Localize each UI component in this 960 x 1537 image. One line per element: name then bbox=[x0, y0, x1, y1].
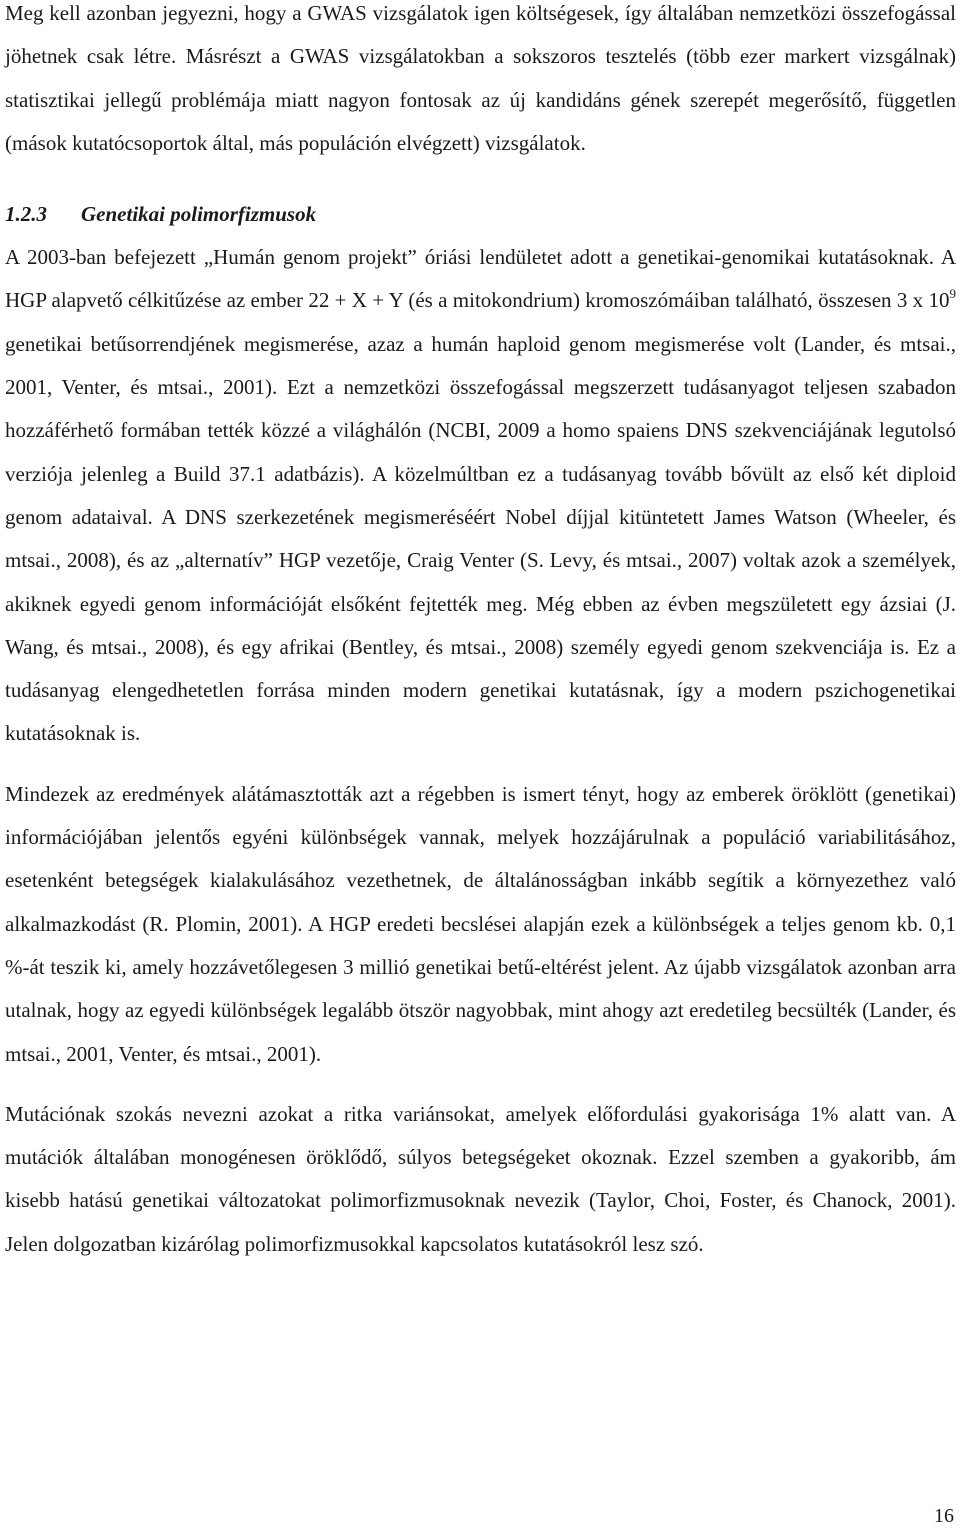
page-number: 16 bbox=[934, 1505, 954, 1527]
section-title: Genetikai polimorfizmusok bbox=[81, 202, 317, 227]
section-number: 1.2.3 bbox=[5, 202, 47, 227]
paragraph-hgp-part-2: genetikai betűsorrendjének megismerése, azaz a humán haploid genom megismerése volt (Lander, és mtsai., 2001, Venter, és mtsai., 2001). Ezt a nemzetközi összefogással megszerzett tudásanyagot teljesen szabadon hozzáférhető formában tették közzé a világhálón (NCBI, 2009 a homo spaiens DNS szekvenciájának legutolsó verziója jelenleg a Build 37.1 adatbázis). A közelmúltban ez a tudásanyag tovább bővült az első két diploid genom adataival. A DNS szerkezetének megismeréséért Nobel díjjal kitüntetett James Watson (Wheeler, és mtsai., 2008), és az „alternatív” HGP vezetője, Craig Venter (S. Levy, és mtsai., 2007) voltak azok a személyek, akiknek egyedi genom információját elsőként fejtették meg. Még ebben az évben megszületett egy ázsiai (J. Wang, és mtsai., 2008), és egy afrikai (Bentley, és mtsai., 2008) személy egyedi genom szekvenciája is. Ez a tudásanyag elengedhetetlen forrása minden modern genetikai kutatásnak, így a modern pszichogenetikai kutatásoknak is. bbox=[5, 331, 956, 746]
paragraph-hgp bbox=[5, 236, 956, 756]
paragraph-mutations: Mutációnak szokás nevezni azokat a ritka variánsokat, amelyek előfordulási gyakorisága 1% alatt van. A mutációk általában monogénesen öröklődő, súlyos betegségeket okoznak. Ezzel szemben a gyakoribb, ám kisebb hatású genetikai változatokat polimorfizmusoknak nevezik (Taylor, Choi, Foster, és Chanock, 2001). Jelen dolgozatban kizárólag polimorfizmusokkal kapcsolatos kutatásokról lesz szó. bbox=[5, 1101, 956, 1256]
exponent: 9 bbox=[949, 286, 956, 302]
paragraph-hgp-part-1: A 2003-ban befejezett „Humán genom projekt” óriási lendületet adott a genetikai-genomikai kutatásoknak. A HGP alapvető célkitűzése az ember 22 + X + Y (és a mitokondrium) kromoszómáiban található, összesen 3 x 10 bbox=[5, 245, 956, 313]
paragraph-differences: Mindezek az eredmények alátámasztották azt a régebben is ismert tényt, hogy az emberek öröklött (genetikai) információjában jelentős egyéni különbségek vannak, melyek hozzájárulnak a populáció variabilitásához, esetenként betegségek kialakulásához vezethetnek, de általánosságban inkább segítik a környezethez való alkalmazkodást (R. Plomin, 2001). A HGP eredeti becslései alapján ezek a különbségek a teljes genom kb. 0,1 %-át teszik ki, amely hozzávetőlegesen 3 millió genetikai betű-eltérést jelent. Az újabb vizsgálatok azonban arra utalnak, hogy az egyedi különbségek legalább ötször nagyobbak, mint ahogy azt eredetileg becsülték (Lander, és mtsai., 2001, Venter, és mtsai., 2001). bbox=[5, 781, 956, 1066]
document-page bbox=[5, 0, 956, 1266]
paragraph-gwas: Meg kell azonban jegyezni, hogy a GWAS vizsgálatok igen költségesek, így általában nemzetközi összefogással jöhetnek csak létre. Másrészt a GWAS vizsgálatokban a sokszoros tesztelés (több ezer markert vizsgálnak) statisztikai jellegű problémája miatt nagyon fontosak az új kandidáns gének szerepét megerősítő, független (mások kutatócsoportok által, más populáción elvégzett) vizsgálatok. bbox=[5, 1, 956, 155]
section-heading bbox=[5, 193, 956, 236]
